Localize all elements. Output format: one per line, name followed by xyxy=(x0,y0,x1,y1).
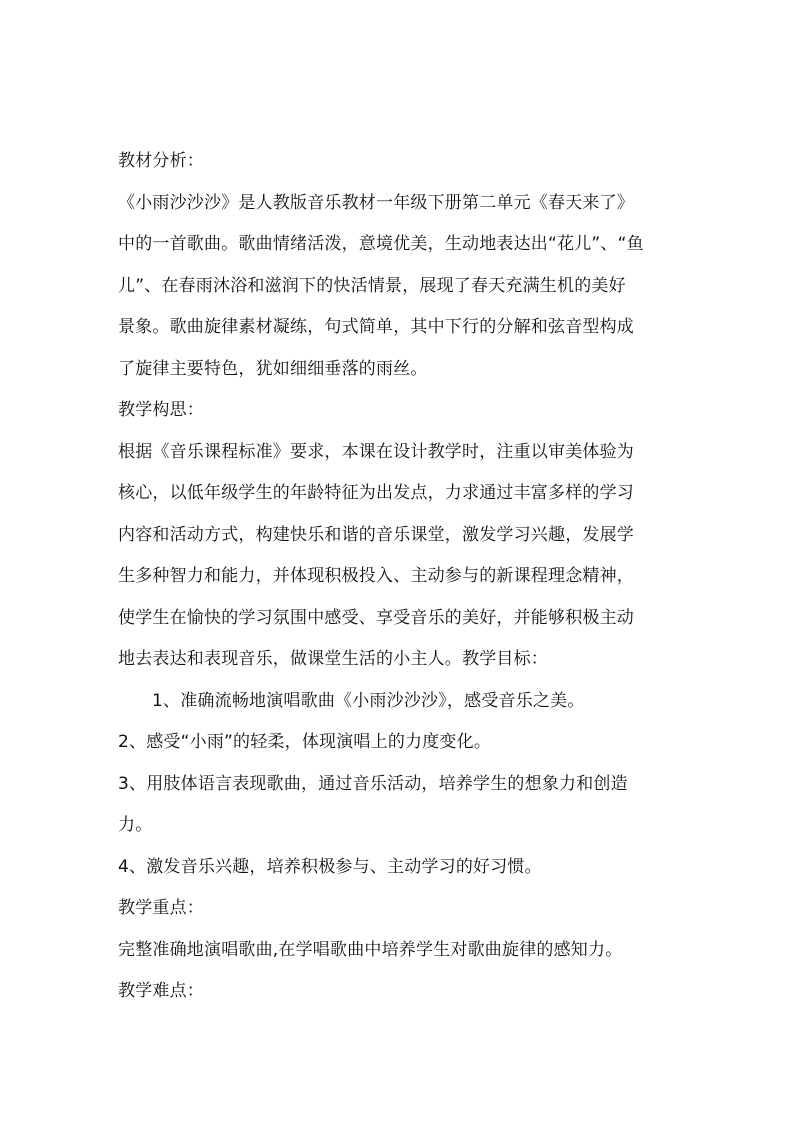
teaching-goal-3-line-2: 力。 xyxy=(118,815,153,835)
analysis-line-5: 了旋律主要特色，犹如细细垂落的雨丝。 xyxy=(118,358,428,379)
heading-textbook-analysis: 教材分析： xyxy=(118,151,204,171)
teaching-goal-4: 4、激发音乐兴趣，培养积极参与、主动学习的好习惯。 xyxy=(118,856,542,877)
teaching-goal-3-line-1: 3、用肢体语言表现歌曲，通过音乐活动，培养学生的想象力和创造 xyxy=(118,773,628,794)
concept-line-2: 核心，以低年级学生的年龄特征为出发点，力求通过丰富多样的学习 xyxy=(118,483,634,503)
concept-line-3: 内容和活动方式，构建快乐和谐的音乐课堂，激发学习兴趣，发展学 xyxy=(118,524,634,545)
heading-teaching-difficulties: 教学难点： xyxy=(118,981,204,1001)
document-page xyxy=(118,141,678,1010)
heading-teaching-concept: 教学构思： xyxy=(118,400,204,420)
heading-teaching-key-points: 教学重点： xyxy=(118,898,204,918)
analysis-line-3: 儿”、在春雨沐浴和滋润下的快活情景，展现了春天充满生机的美好 xyxy=(118,275,626,296)
concept-line-4: 生多种智力和能力，并体现积极投入、主动参与的新课程理念精神， xyxy=(118,566,634,586)
concept-line-5: 使学生在愉快的学习氛围中感受、享受音乐的美好，并能够积极主动 xyxy=(118,607,634,628)
concept-line-1: 根据《音乐课程标准》要求，本课在设计教学时，注重以审美体验为 xyxy=(118,441,634,462)
key-points-text: 完整准确地演唱歌曲,在学唱歌曲中培养学生对歌曲旋律的感知力。 xyxy=(118,939,623,960)
analysis-line-4: 景象。歌曲旋律素材凝练，句式简单，其中下行的分解和弦音型构成 xyxy=(118,317,634,337)
concept-line-6: 地去表达和表现音乐，做课堂生活的小主人。教学目标： xyxy=(118,649,548,669)
teaching-goal-1: 1、准确流畅地演唱歌曲《小雨沙沙沙》，感受音乐之美。 xyxy=(152,690,585,711)
analysis-line-1: 《小雨沙沙沙》是人教版音乐教材一年级下册第二单元《春天来了》 xyxy=(118,192,634,213)
analysis-line-2: 中的一首歌曲。歌曲情绪活泼，意境优美，生动地表达出“花儿”、“鱼 xyxy=(118,234,644,254)
teaching-goal-2: 2、感受“小雨”的轻柔，体现演唱上的力度变化。 xyxy=(118,732,492,752)
